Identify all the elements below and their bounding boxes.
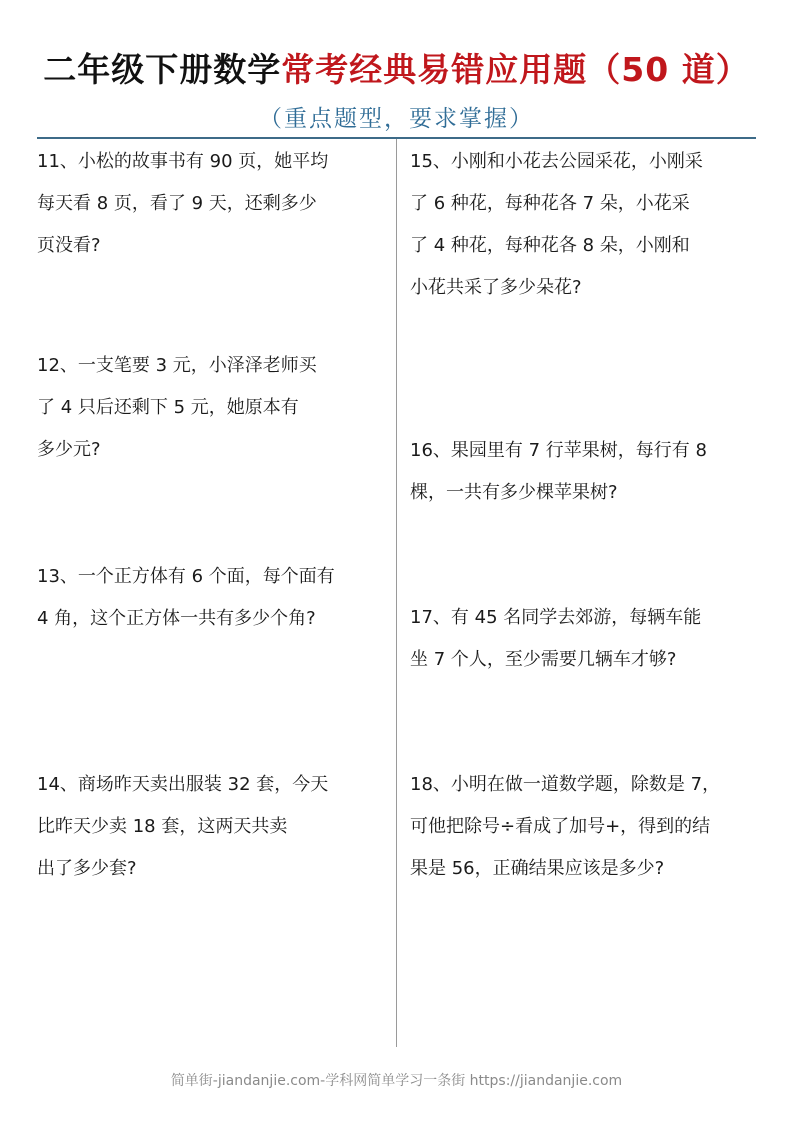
question-line: 17、有 45 名同学去郊游，每辆车能	[410, 607, 702, 628]
question-line: 16、果园里有 7 行苹果树，每行有 8	[410, 440, 707, 461]
question-12	[37, 345, 387, 471]
question-line: 棵，一共有多少棵苹果树?	[410, 482, 618, 503]
question-11	[37, 141, 387, 267]
question-line: 出了多少套?	[37, 858, 137, 879]
column-divider	[396, 139, 397, 1047]
question-line: 了 4 只后还剩下 5 元，她原本有	[37, 397, 299, 418]
question-line: 小花共采了多少朵花?	[410, 277, 582, 298]
question-line: 多少元?	[37, 439, 101, 460]
question-line: 每天看 8 页，看了 9 天，还剩多少	[37, 193, 317, 214]
question-line: 果是 56，正确结果应该是多少?	[410, 858, 665, 879]
question-line: 了 4 种花，每种花各 8 朵，小刚和	[410, 235, 690, 256]
question-line: 18、小明在做一道数学题，除数是 7，	[410, 774, 721, 795]
question-line: 14、商场昨天卖出服装 32 套，今天	[37, 774, 329, 795]
page-title	[0, 44, 793, 91]
question-14	[37, 764, 387, 890]
question-line: 了 6 种花，每种花各 7 朵，小花采	[410, 193, 690, 214]
question-line: 11、小松的故事书有 90 页，她平均	[37, 151, 329, 172]
question-13	[37, 556, 387, 640]
question-line: 15、小刚和小花去公园采花，小刚采	[410, 151, 703, 172]
question-line: 坐 7 个人，至少需要几辆车才够?	[410, 649, 677, 670]
title-black-part: 二年级下册数学	[43, 50, 282, 89]
page-subtitle: （重点题型，要求掌握）	[259, 106, 534, 132]
question-line: 12、一支笔要 3 元，小泽泽老师买	[37, 355, 317, 376]
question-16	[410, 430, 760, 514]
question-line: 13、一个正方体有 6 个面，每个面有	[37, 566, 335, 587]
page-footer: 简单街-jiandanjie.com-学科网简单学习一条街 https://jiandanjie.com	[170, 1073, 623, 1089]
question-15	[410, 141, 760, 309]
title-red-part: 常考经典易错应用题（50 道）	[281, 50, 750, 89]
question-line: 可他把除号÷看成了加号+，得到的结	[410, 816, 711, 837]
question-17	[410, 597, 760, 681]
question-line: 页没看?	[37, 235, 101, 256]
question-line: 4 角，这个正方体一共有多少个角?	[37, 608, 316, 629]
question-line: 比昨天少卖 18 套，这两天共卖	[37, 816, 288, 837]
question-18	[410, 764, 760, 890]
